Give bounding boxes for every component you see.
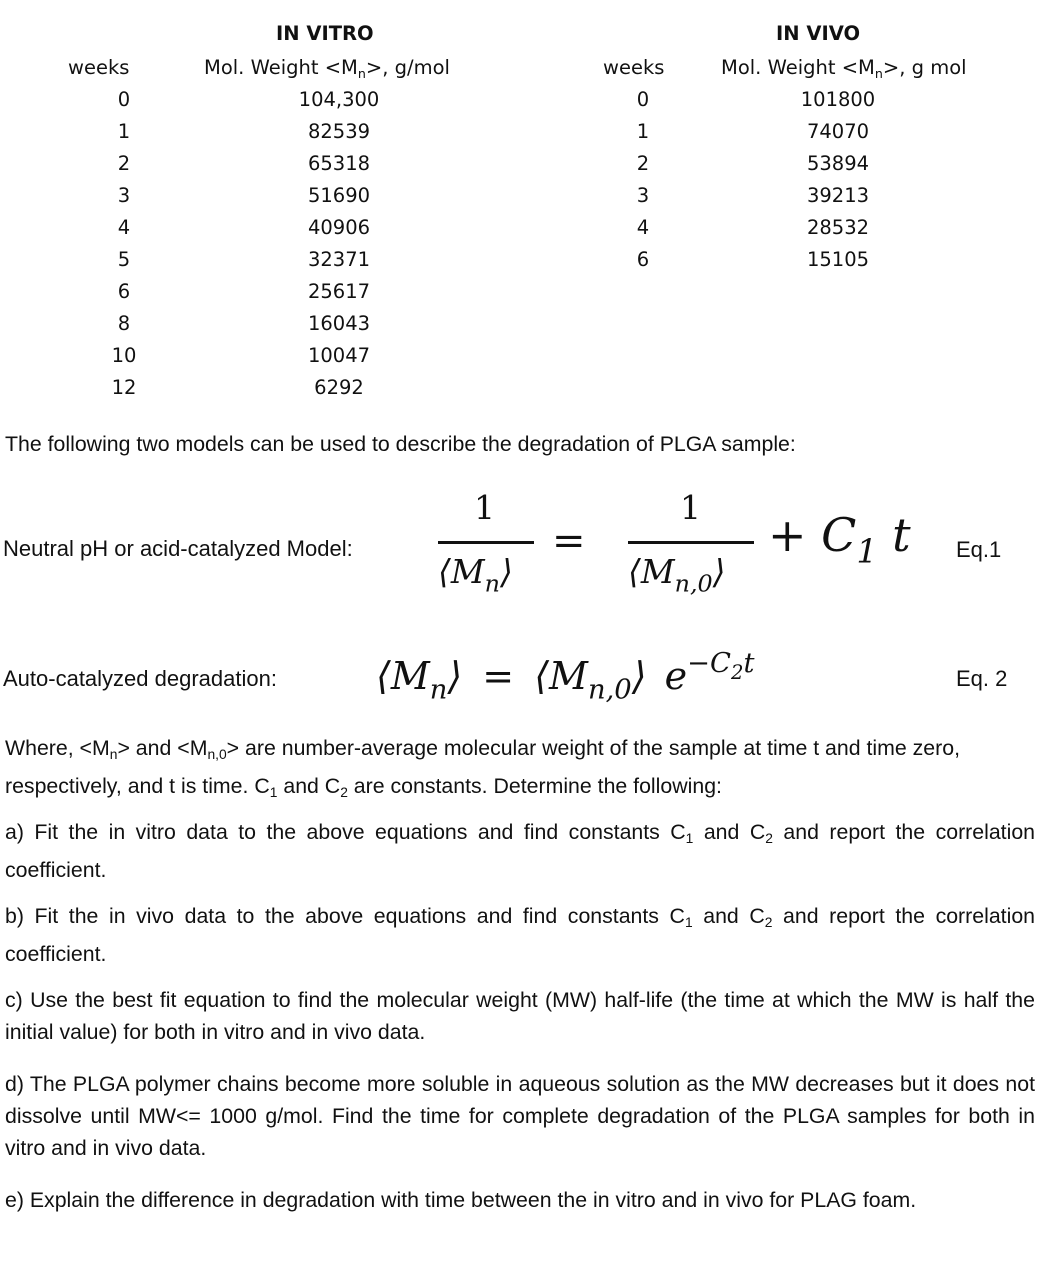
in-vivo-mw-header: Mol. Weight $<M_n>$, g mol [721, 56, 967, 81]
in-vitro-mw-cell: 10047 [307, 344, 371, 367]
question-c: c) Use the best fit equation to find the molecular weight (MW) half-life (the time at which the MW is half the initial value) for both in vitro and in vivo data. [5, 988, 1035, 1044]
eq2-label: Auto-catalyzed degradation: [3, 666, 277, 691]
in-vitro-mw-cell: 16043 [307, 312, 371, 335]
in-vitro-mw-cell: 51690 [307, 184, 371, 207]
in-vitro-mw-cell: 32371 [307, 248, 371, 271]
eq1-tag: Eq.1 [956, 537, 1002, 562]
in-vivo-mw-cell: 53894 [806, 152, 870, 175]
eq1-rhs-numerator: 1 [680, 488, 701, 527]
in-vivo-week-cell: 3 [636, 184, 650, 207]
in-vivo-mw-cell: 101800 [800, 88, 876, 111]
eq1-lhs-fraction-bar [438, 541, 534, 544]
in-vitro-week-cell: 12 [111, 376, 137, 399]
in-vitro-mw-header: Mol. Weight $<M_n>$, g/mol [204, 56, 450, 81]
eq2-exponent: −C2t [687, 648, 755, 684]
in-vitro-title: IN VITRO [276, 22, 374, 45]
in-vitro-mw-cell: 104,300 [298, 88, 380, 111]
eq2-lhs: $⟨M_n⟩$ [376, 653, 463, 706]
in-vivo-week-cell: 0 [636, 88, 650, 111]
in-vivo-mw-cell: 28532 [806, 216, 870, 239]
in-vitro-week-cell: 6 [117, 280, 131, 303]
eq1-lhs-numerator: 1 [474, 488, 495, 527]
in-vitro-week-cell: 5 [117, 248, 131, 271]
question-b: b) Fit the in vivo data to the above equations and find constants $C_1$ and $C_2$ and report the correlation coefficient. [5, 904, 1036, 967]
eq1-rhs-denominator [628, 552, 726, 597]
eq2-exp-base: e [664, 653, 688, 698]
eq1-rhs-den-text: $⟨M_{n,0}⟩$ [628, 552, 726, 598]
eq1-plus-term-text: + $C_1$ t [768, 508, 911, 571]
in-vivo-mw-cell: 15105 [806, 248, 870, 271]
in-vitro-week-cell: 10 [111, 344, 137, 367]
in-vivo-week-cell: 4 [636, 216, 650, 239]
question-e: e) Explain the difference in degradation with time between the in vitro and in vivo for PLAG foam. [5, 1188, 917, 1212]
in-vitro-mw-cell: 40906 [307, 216, 371, 239]
in-vitro-mw-cell: 65318 [307, 152, 371, 175]
in-vivo-week-cell: 1 [636, 120, 650, 143]
eq1-plus-term [768, 508, 911, 571]
eq2-expression [376, 648, 755, 706]
in-vivo-week-cell: 2 [636, 152, 650, 175]
intro-text: The following two models can be used to describe the degradation of PLGA sample: [5, 432, 796, 456]
question-a: a) Fit the in vitro data to the above equations and find constants $C_1$ and $C_2$ and report the correlation coefficient. [5, 820, 1036, 883]
eq1-label: Neutral pH or acid-catalyzed Model: [3, 536, 353, 561]
in-vivo-week-cell: 6 [636, 248, 650, 271]
in-vitro-mw-cell: 25617 [307, 280, 371, 303]
eq2-equals-sign: = [482, 653, 515, 698]
in-vitro-mw-cell: 6292 [314, 376, 364, 399]
in-vivo-mw-cell: 39213 [806, 184, 870, 207]
in-vivo-title: IN VIVO [776, 22, 861, 45]
eq1-lhs-denominator [438, 552, 513, 597]
in-vitro-week-cell: 8 [117, 312, 131, 335]
in-vitro-week-cell: 4 [117, 216, 131, 239]
where-paragraph: Where, $<M_n>$ and $<M_{n,0}>$ are number-average molecular weight of the sample at time t and time zero, respectively, and t is time. $C_1$ and $C_2$ are constants. Determine the following: [5, 736, 961, 801]
question-d: d) The PLGA polymer chains become more soluble in aqueous solution as the MW decreases but it does not dissolve until MW<= 1000 g/mol. Find the time for complete degradation of the PLGA samples for both in vitro and in vivo data. [5, 1072, 1035, 1160]
in-vitro-week-cell: 2 [117, 152, 131, 175]
eq2-tag: Eq. 2 [956, 666, 1008, 691]
in-vitro-week-cell: 1 [117, 120, 131, 143]
in-vitro-mw-cell: 82539 [307, 120, 371, 143]
eq1-rhs-fraction-bar [628, 541, 754, 544]
in-vitro-weeks-header: weeks [68, 56, 130, 79]
in-vivo-weeks-header: weeks [603, 56, 665, 79]
in-vivo-mw-cell: 74070 [806, 120, 870, 143]
eq1-lhs-den-text: $⟨M_n⟩$ [438, 552, 513, 598]
eq1-equals-sign: = [552, 518, 586, 564]
eq2-rhs: $⟨M_{n,0}⟩$ [534, 653, 647, 706]
in-vitro-week-cell: 3 [117, 184, 131, 207]
in-vitro-week-cell: 0 [117, 88, 131, 111]
